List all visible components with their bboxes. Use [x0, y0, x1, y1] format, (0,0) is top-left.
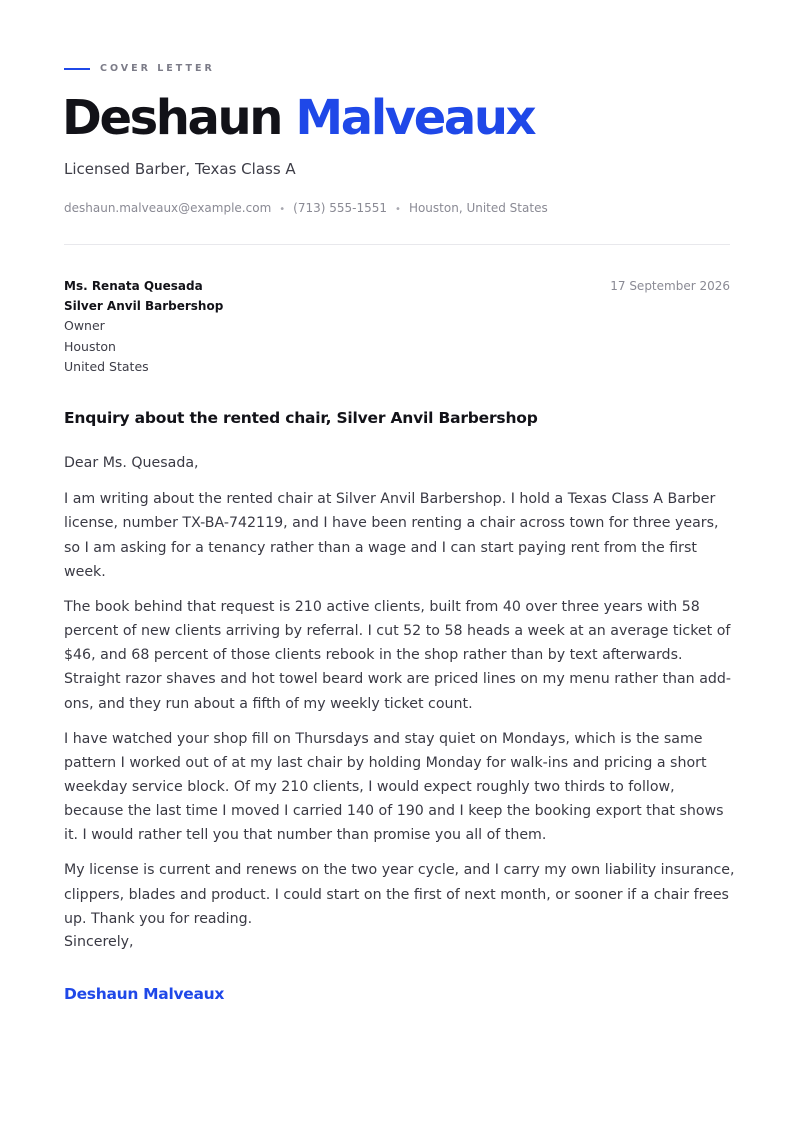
recipient-city: Houston [64, 338, 116, 354]
letter-subject: Enquiry about the rented chair, Silver Anvil Barbershop [64, 409, 538, 427]
eyebrow-label: COVER LETTER [100, 63, 215, 74]
recipient-title: Owner [64, 318, 105, 334]
recipient-name: Ms. Renata Quesada [64, 279, 203, 293]
applicant-name [62, 84, 534, 152]
contact-location: Houston, United States [408, 201, 548, 215]
contact-separator: • [395, 204, 401, 215]
contact-separator: • [279, 204, 286, 215]
body-paragraph: My license is current and renews on the two year cycle, and I carry my own liability insurance, clippers, blades and product. I could start on the first of next month, or sooner if a chair frees up. Thank you for reading. [64, 862, 735, 927]
recipient-country: United States [64, 358, 149, 374]
body-paragraph: I am writing about the rented chair at Silver Anvil Barbershop. I hold a Texas Class A Barber license, number TX-BA-742119, and I have been renting a chair across town for three years, so I am asking for a tenancy rather than a wage and I can start paying rent from the first week. [64, 491, 719, 580]
contact-email[interactable]: deshaun.malveaux@example.com [64, 201, 272, 215]
signature: Deshaun Malveaux [64, 985, 225, 1003]
contact-line [64, 201, 548, 215]
applicant-first-name: Deshaun [62, 90, 282, 146]
body-paragraph: The book behind that request is 210 active clients, built from 40 over three years with 58 percent of new clients arriving by referral. I cut 52 to 58 heads a week at an average ticket of $46, and 68 percent of those clients rebook in the shop rather than by text afterwards. Straight razor shaves and hot towel beard work are priced lines on my menu rather than add-ons, and they run about a fifth of my weekly ticket count. [64, 598, 732, 712]
applicant-role: Licensed Barber, Texas Class A [64, 160, 296, 178]
applicant-last-name: Malveaux [295, 90, 535, 146]
header-divider [64, 244, 730, 245]
letter-date: 17 September 2026 [610, 279, 730, 293]
recipient-block [64, 276, 223, 377]
closing: Sincerely, [64, 934, 134, 950]
contact-phone[interactable]: (713) 555-1551 [293, 201, 388, 215]
eyebrow [64, 63, 215, 74]
recipient-company: Silver Anvil Barbershop [64, 299, 224, 314]
letter-body [64, 451, 736, 942]
salutation: Dear Ms. Quesada, [64, 455, 199, 471]
eyebrow-rule [64, 68, 90, 70]
body-paragraph: I have watched your shop fill on Thursdays and stay quiet on Mondays, which is the same pattern I worked out of at my last chair by holding Monday for walk-ins and pricing a short weekday service block. Of my 210 clients, I would expect roughly two thirds to follow, because the last time I moved I carried 140 of 190 and I keep the booking export that shows it. I would rather tell you that number than promise you all of them. [64, 730, 724, 844]
